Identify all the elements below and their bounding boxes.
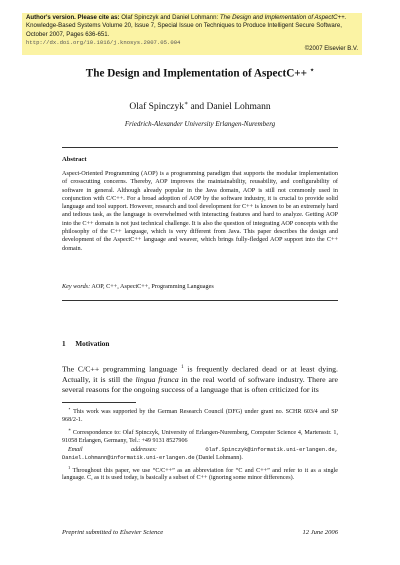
- keywords: [62, 283, 338, 290]
- body-text-2: is frequently declared dead or at least dying. Actually, it is still the: [62, 364, 339, 384]
- footnote-cpp-mark: 1: [68, 464, 71, 470]
- email-link-1[interactable]: Olaf.Spinczyk@informatik.uni-erlangen.de,: [205, 446, 338, 453]
- abstract-top-rule: [62, 147, 338, 148]
- footnote-funding: [62, 405, 338, 425]
- keywords-value: AOP, C++, AspectC++, Programming Languages: [91, 283, 214, 290]
- abstract-heading: Abstract: [62, 156, 87, 163]
- section-heading: [62, 340, 109, 348]
- title-footnote-mark: ⋆: [309, 66, 315, 74]
- email-link-2[interactable]: Daniel.Lohmann@informatik.uni-erlangen.de: [62, 454, 195, 461]
- copyright-notice: ©2007 Elsevier B.V.: [304, 45, 358, 52]
- doi-link[interactable]: http://dx.doi.org/10.1016/j.knosys.2007.05.004: [26, 38, 181, 46]
- body-text-1: The C/C++ programming language: [62, 364, 178, 374]
- abstract-bottom-rule: [62, 300, 338, 301]
- footnote-cpp-note: [62, 464, 338, 484]
- footnote-funding-mark: ⋆: [68, 406, 71, 411]
- footnote-rule: [62, 402, 136, 403]
- affiliation: Friedrich-Alexander University Erlangen-Nuremberg: [124, 120, 276, 128]
- footnote-funding-text: This work was supported by the German Research Council (DFG) under grant no. SCHR 603/4 and SP 968/2-1.: [62, 409, 338, 423]
- author-1-mark: ∗: [183, 101, 189, 107]
- paper-title-text: The Design and Implementation of AspectC++: [85, 67, 308, 80]
- author-2: Daniel Lohmann: [206, 102, 271, 113]
- abstract-text: Aspect-Oriented Programming (AOP) is a programming paradigm that supports the modular implementation of crosscutting concerns. Thereby, AOP improves the maintainability, reusability, and configurability of software in general. Although already popular in the Java domain, AOP is still not commonly used in conjunction with C/C++. For a broad adoption of AOP by the software industry, it is crucial to provide solid language and tool support. However, research and tool development for C++ is known to be an extremely hard and tedious task, as the language is overwhelmed with interacting features and hard to analyze. Getting AOP into the C++ domain is not just technical challenge. It is also the question of integrating AOP concepts with the philosophy of the C++ language, which is very different from Java. This paper describes the design and development of the AspectC++ language and weaver, which brings fully-fledged AOP support into the C++ domain.: [62, 170, 338, 252]
- section-title: Motivation: [75, 340, 110, 348]
- body-text-3: in the real world of software industry. There are several reasons for the ongoing success of a language that is often criticized for its: [62, 374, 338, 394]
- footnote-emails: [62, 447, 338, 463]
- banner-authors: Olaf Spinczyk and Daniel Lohmann:: [121, 14, 219, 21]
- email-2-suffix: (Daniel Lohmann).: [194, 454, 243, 461]
- banner-paper-title: The Design and Implementation of AspectC++.: [219, 14, 347, 21]
- footer-date: 12 June 2006: [302, 529, 338, 536]
- section-number: 1: [62, 340, 66, 348]
- author-conjunction: and: [190, 102, 205, 113]
- footnote-correspondence-text: Correspondence to: Olaf Spinczyk, University of Erlangen-Nuremberg, Computer Science 4, Martensstr. 1, 91058 Erlangen, Germany, Tel.: +49 9131 8527906: [62, 429, 339, 444]
- footer-preprint: Preprint submitted to Elsevier Science: [62, 529, 164, 536]
- footnote-correspondence-mark: ∗: [68, 426, 72, 432]
- footnote-ref-1[interactable]: 1: [181, 365, 184, 370]
- page-footer: [62, 529, 338, 536]
- banner-citation: Knowledge-Based Systems Volume 20, Issue 7, Special Issue on Techniques to Produce Intelligent Secure Software, October 2007, Pages 636-651.: [26, 22, 342, 38]
- footnote-correspondence: [62, 426, 338, 446]
- citation-banner: [22, 13, 362, 55]
- footnote-cpp-text: Throughout this paper, we use “C/C++” as an abbreviation for “C and C++” and refer to it as a single language. C, as it is used today, is basically a subset of C++ (ignoring some minor differences).: [62, 467, 338, 482]
- body-paragraph: [62, 363, 338, 395]
- email-label: Email addresses:: [68, 446, 157, 453]
- banner-label: Author's version. Please cite as:: [26, 14, 120, 21]
- body-lingua-franca: lingua franca: [135, 374, 179, 384]
- author-1: Olaf Spinczyk: [129, 102, 184, 113]
- author-line: [40, 100, 360, 112]
- keywords-label: Key words:: [62, 283, 91, 290]
- footnotes: [62, 405, 338, 484]
- paper-title: [40, 66, 360, 80]
